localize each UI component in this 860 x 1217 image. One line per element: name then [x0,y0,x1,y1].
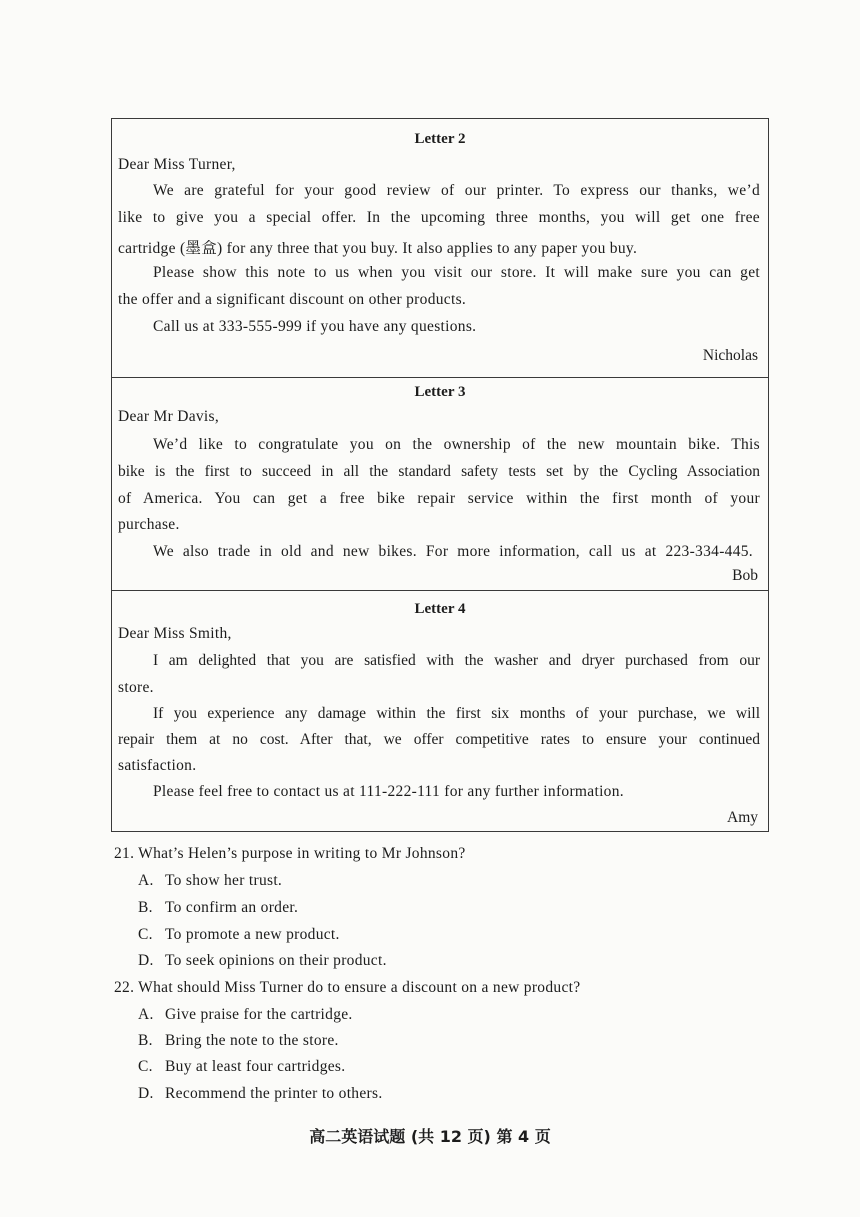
option-22-b[interactable] [138,1032,339,1050]
option-label: D. [138,952,154,969]
option-label: B. [138,899,153,916]
option-label: A. [138,872,154,889]
letter-signature: Nicholas [702,347,758,364]
letter-signature: Amy [727,809,758,826]
option-text: To promote a new product. [165,926,340,943]
option-22-c[interactable] [138,1058,345,1076]
letter-greeting: Dear Mr Davis, [118,408,220,425]
letter-line: cartridge (墨盒) for any three that you buy. It also applies to any paper you buy. [118,240,638,257]
letter-line: satisfaction. [118,757,197,774]
letter-line: Please show this note to us when you visit our store. It will make sure you can get [153,264,760,281]
letter-line: Call us at 333-555-999 if you have any questions. [153,318,477,335]
letter-line: store. [118,679,154,696]
option-label: C. [138,1058,153,1075]
letter-greeting: Dear Miss Smith, [118,625,232,642]
page-footer: 高二英语试题 (共 12 页) 第 4 页 [309,1127,551,1146]
option-label: D. [138,1085,154,1102]
letter-line: If you experience any damage within the first six months of your purchase, we will [153,705,760,722]
letter-greeting: Dear Miss Turner, [118,156,236,173]
letter-3 [112,378,768,591]
option-text: Buy at least four cartridges. [165,1058,346,1075]
letter-title: Letter 3 [414,384,466,400]
letter-line: of America. You can get a free bike repair service within the first month of your [118,490,760,507]
letter-2 [112,119,768,378]
letter-signature: Bob [732,567,758,584]
option-21-b[interactable] [138,899,298,917]
option-22-d[interactable] [138,1085,383,1103]
option-21-a[interactable] [138,872,282,890]
letter-line: repair them at no cost. After that, we offer competitive rates to ensure your continued [118,731,760,748]
option-text: Give praise for the cartridge. [165,1006,353,1023]
letter-line: the offer and a significant discount on other products. [118,291,467,308]
option-text: To confirm an order. [165,899,299,916]
letter-line: purchase. [118,516,180,533]
option-label: C. [138,926,153,943]
letter-line: We’d like to congratulate you on the ownership of the new mountain bike. This [153,436,760,453]
letter-title: Letter 2 [414,131,466,147]
option-22-a[interactable] [138,1006,353,1024]
option-21-c[interactable] [138,926,340,944]
option-text: Recommend the printer to others. [165,1085,383,1102]
option-label: A. [138,1006,154,1023]
option-21-d[interactable] [138,952,387,970]
option-text: Bring the note to the store. [165,1032,339,1049]
option-text: To seek opinions on their product. [165,952,387,969]
option-text: To show her trust. [165,872,283,889]
question-21: 21. What’s Helen’s purpose in writing to Mr Johnson? [114,845,466,862]
letter-line: like to give you a special offer. In the upcoming three months, you will get one free [118,209,760,226]
letters-box [111,118,769,832]
letter-title: Letter 4 [414,601,466,617]
letter-line: We also trade in old and new bikes. For more information, call us at 223-334-445. [153,543,753,560]
question-22: 22. What should Miss Turner do to ensure a discount on a new product? [114,979,581,996]
letter-line: We are grateful for your good review of our printer. To express our thanks, we’d [153,182,760,199]
option-label: B. [138,1032,153,1049]
letter-line: I am delighted that you are satisfied with the washer and dryer purchased from our [153,652,760,669]
letter-line: Please feel free to contact us at 111-222-111 for any further information. [153,783,624,800]
letter-line: bike is the first to succeed in all the standard safety tests set by the Cycling Association [118,463,760,480]
letter-4 [112,591,768,831]
